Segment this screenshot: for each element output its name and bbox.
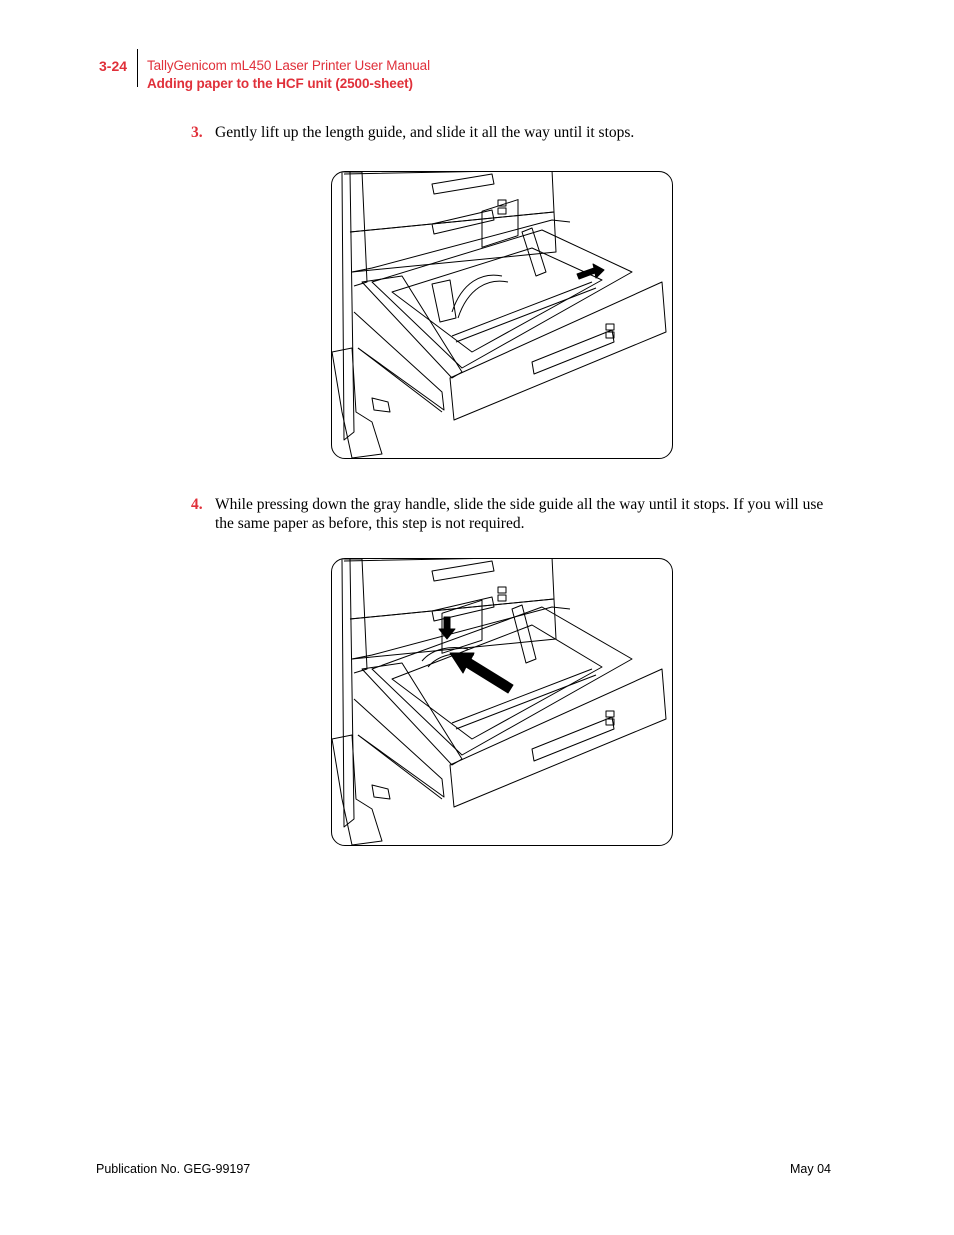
tray-illustration-1 (332, 172, 673, 459)
manual-title: TallyGenicom mL450 Laser Printer User Manual (147, 58, 430, 73)
publication-date: May 04 (790, 1162, 831, 1176)
step-number: 4. (191, 496, 203, 513)
step-text: Gently lift up the length guide, and slide it all the way until it stops. (215, 124, 635, 141)
header-divider (137, 49, 138, 87)
section-title: Adding paper to the HCF unit (2500-sheet) (147, 76, 413, 91)
figure-length-guide (331, 171, 673, 459)
step-text: While pressing down the gray handle, slide the side guide all the way until it stops. If you will use the same paper as before, this step is not required. (215, 496, 824, 532)
step-3 (191, 123, 831, 142)
step-4 (191, 495, 831, 533)
publication-number: Publication No. GEG-99197 (96, 1162, 251, 1176)
step-number: 3. (191, 124, 203, 141)
page-number: 3-24 (99, 58, 128, 74)
figure-side-guide (331, 558, 673, 846)
tray-illustration-2 (332, 559, 673, 846)
